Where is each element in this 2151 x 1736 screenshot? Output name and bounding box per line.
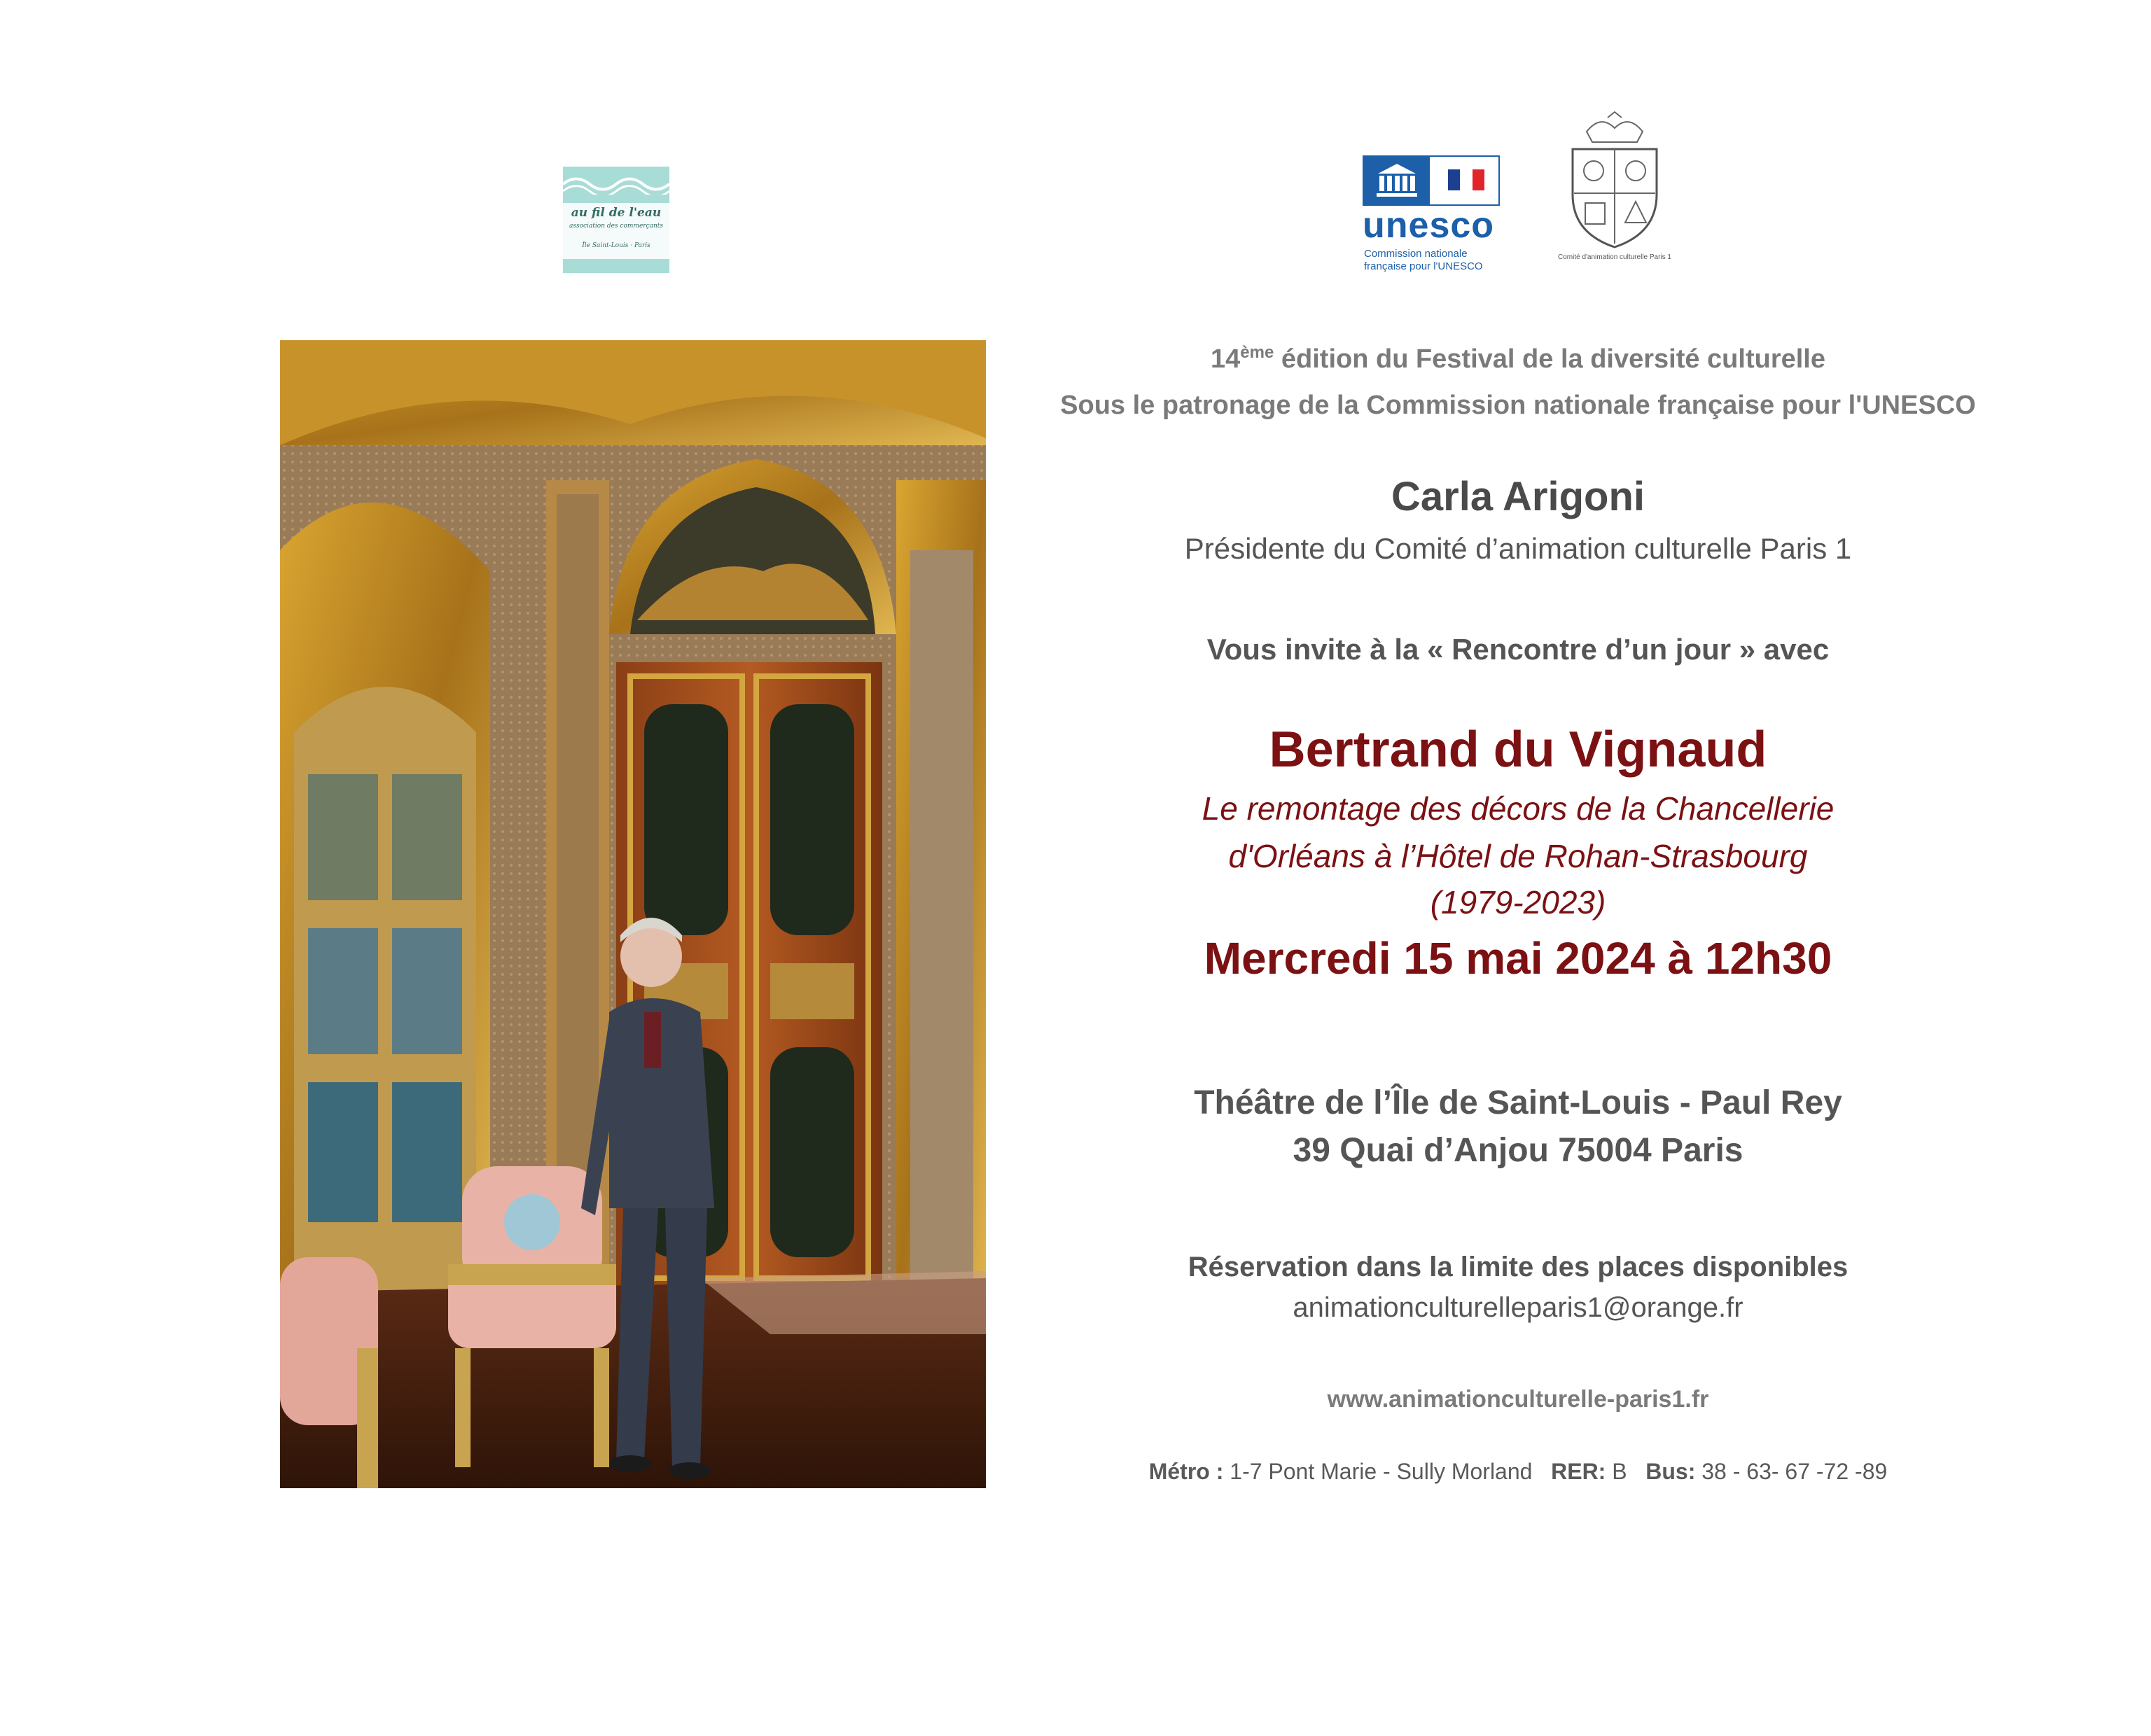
talk-title-line-3: (1979-2023) (1430, 884, 1606, 920)
event-photo (280, 340, 986, 1488)
unesco-temple-icon (1364, 157, 1430, 204)
talk-title-line-2: d'Orléans à l’Hôtel de Rohan-Strasbourg (1228, 838, 1808, 874)
coat-of-arms-icon (1545, 111, 1685, 251)
unesco-caption: Commission nationale française pour l'UNESCO (1364, 248, 1483, 272)
aufil-place: Île Saint-Louis · Paris (582, 242, 650, 249)
unesco-logo (1363, 155, 1503, 274)
crest-caption: Comité d'animation culturelle Paris 1 (1558, 253, 1671, 261)
invitation-line: Vous invite à la « Rencontre d’un jour » avec (1206, 633, 1830, 666)
aufil-title: au fil de l'eau (571, 206, 662, 220)
metro-value: 1-7 Pont Marie - Sully Morland (1223, 1459, 1533, 1484)
talk-title-line-1: Le remontage des décors de la Chancellerie (1202, 790, 1835, 827)
patronage-line: Sous le patronage de la Commission nationale française pour l'UNESCO (1060, 391, 1976, 420)
wave-icon (563, 174, 669, 195)
transport-info (1000, 1459, 2036, 1485)
unesco-wordmark: unesco (1363, 205, 1495, 246)
aufil-logo (563, 167, 669, 273)
reservation-note: Réservation dans la limite des places disponibles (1188, 1252, 1849, 1282)
rer-label: RER: (1551, 1459, 1606, 1484)
photo-ornate-gilded-room-with-man-icon (280, 340, 986, 1488)
speaker-name: Bertrand du Vignaud (1269, 722, 1767, 778)
crest-logo (1545, 111, 1685, 265)
venue-name: Théâtre de l’Île de Saint-Louis - Paul Rey (1194, 1084, 1842, 1121)
venue-address: 39 Quai d’Anjou 75004 Paris (1293, 1132, 1743, 1169)
website-link[interactable]: www.animationculturelle-paris1.fr (1327, 1386, 1709, 1413)
rer-value: B (1606, 1459, 1627, 1484)
metro-label: Métro : (1148, 1459, 1224, 1484)
bus-label: Bus: (1645, 1459, 1696, 1484)
french-flag-icon (1448, 169, 1484, 190)
host-name: Carla Arigoni (1391, 474, 1645, 519)
event-date: Mercredi 15 mai 2024 à 12h30 (1204, 933, 1832, 983)
aufil-subtitle: association des commerçants (569, 223, 664, 230)
reservation-email-link[interactable]: animationculturelleparis1@orange.fr (1293, 1292, 1743, 1323)
host-role: Présidente du Comité d’animation culturelle Paris 1 (1184, 532, 1852, 565)
bus-value: 38 - 63- 67 -72 -89 (1695, 1459, 1888, 1484)
edition-heading: 14ème édition du Festival de la diversité culturelle (1211, 343, 1825, 374)
